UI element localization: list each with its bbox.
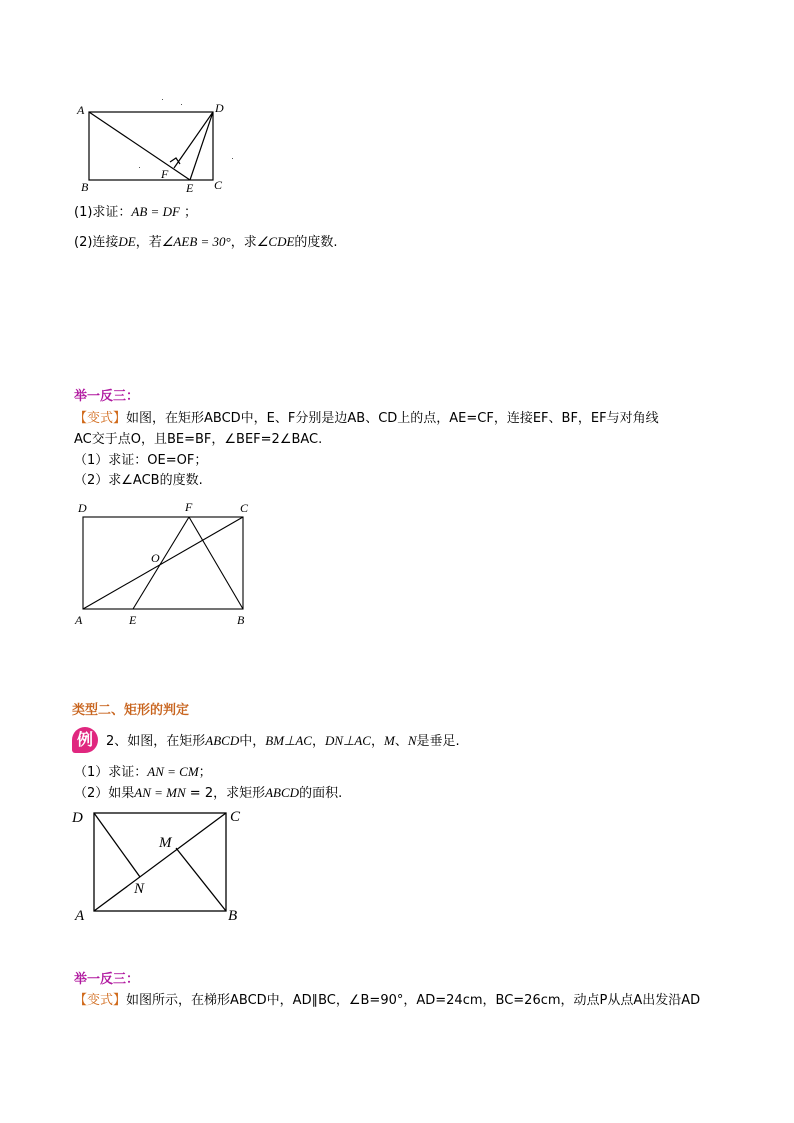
variant1-text-1: 如图，在矩形ABCD中，E、F分别是边AB、CD上的点，AE=CF，连接EF、BF，EF与对角线 (126, 411, 659, 426)
fig2-label-d: D (78, 501, 87, 515)
q2-suffix: 的度数. (294, 235, 338, 250)
q1-math: AB = DF (131, 204, 180, 219)
section2-heading: 类型二、矩形的判定 (72, 703, 190, 718)
fig2-label-o: O (151, 551, 160, 565)
variant1-heading: 举一反三： (74, 389, 140, 404)
q2-math-angle-aeb: ∠AEB = 30° (161, 234, 231, 249)
variant1-tag: 【变式】 (74, 411, 127, 426)
intro-text-3: ， (311, 734, 325, 749)
fig3-label-m: M (159, 835, 172, 851)
variant2-text-1: 如图所示，在梯形ABCD中，AD∥BC，∠B=90°，AD=24cm，BC=26cm，动点P从点A出发沿AD (126, 993, 701, 1008)
fig2-label-e: E (129, 613, 137, 627)
fig1-label-e: E (186, 181, 194, 195)
intro-text-6: 是垂足. (416, 734, 460, 749)
q2-prefix: (2)连接 (74, 235, 119, 250)
fig3-label-a: A (75, 908, 85, 924)
fig1-label-f: F (161, 167, 169, 181)
fig1-label-d: D (215, 101, 224, 115)
variant1-question-2: （2）求∠ACB的度数. (74, 473, 203, 488)
fig3-label-c: C (230, 809, 241, 825)
intro-text-4: ， (370, 734, 384, 749)
variant1-question-1: （1）求证：OE=OF； (74, 453, 208, 468)
s2-q2-prefix: （2）如果 (74, 786, 135, 801)
q1-prefix: (1)求证： (74, 205, 132, 220)
s2-q2-suffix: 的面积. (299, 786, 343, 801)
fig3-diagonal-ac (94, 813, 226, 911)
intro-math-abcd: ABCD (205, 733, 240, 748)
fig1-label-b: B (81, 180, 89, 194)
q2-math-de: DE (118, 234, 136, 249)
fig2-label-f: F (185, 500, 193, 514)
q2-text-find: ，求 (230, 235, 257, 250)
s2-q1-suffix: ； (198, 765, 212, 780)
fig3-segment-dn (94, 813, 140, 877)
variant2-tag: 【变式】 (74, 993, 127, 1008)
intro-text-2: 中， (239, 734, 266, 749)
q1-suffix: ； (179, 205, 198, 220)
fig1-label-c: C (214, 178, 223, 192)
s2-q1-math: AN = CM (147, 764, 199, 779)
variant1-line-2: AC交于点O，且BE=BF，∠BEF=2∠BAC. (74, 432, 323, 447)
example-badge: 例 (72, 727, 98, 753)
s2-q2-math: AN = MN (134, 785, 186, 800)
intro-math-bm-perp-ac: BM⊥AC (265, 733, 312, 748)
intro-text-1: 2、如图，在矩形 (106, 734, 206, 749)
fig1-label-a: A (77, 103, 85, 117)
fig3-segment-bm (176, 848, 226, 911)
fig2-label-c: C (240, 501, 249, 515)
intro-text-5: 、 (394, 734, 408, 749)
variant2-line-1 (74, 993, 700, 1009)
s2-q2-math-abcd: ABCD (265, 785, 300, 800)
fig2-label-a: A (75, 613, 83, 627)
q2-math-angle-cde: ∠CDE (256, 234, 295, 249)
q2-text-if: ，若 (135, 235, 162, 250)
variant2-heading: 举一反三： (74, 972, 140, 987)
fig3-label-n: N (134, 881, 145, 897)
fig3-label-d: D (72, 810, 83, 826)
intro-math-m: M (384, 733, 395, 748)
intro-math-dn-perp-ac: DN⊥AC (324, 733, 371, 748)
s2-q1-prefix: （1）求证： (74, 765, 148, 780)
fig2-label-b: B (237, 613, 245, 627)
fig3-label-b: B (228, 908, 238, 924)
s2-q2-eq: = 2，求矩形 (185, 786, 266, 801)
intro-math-n: N (407, 733, 417, 748)
